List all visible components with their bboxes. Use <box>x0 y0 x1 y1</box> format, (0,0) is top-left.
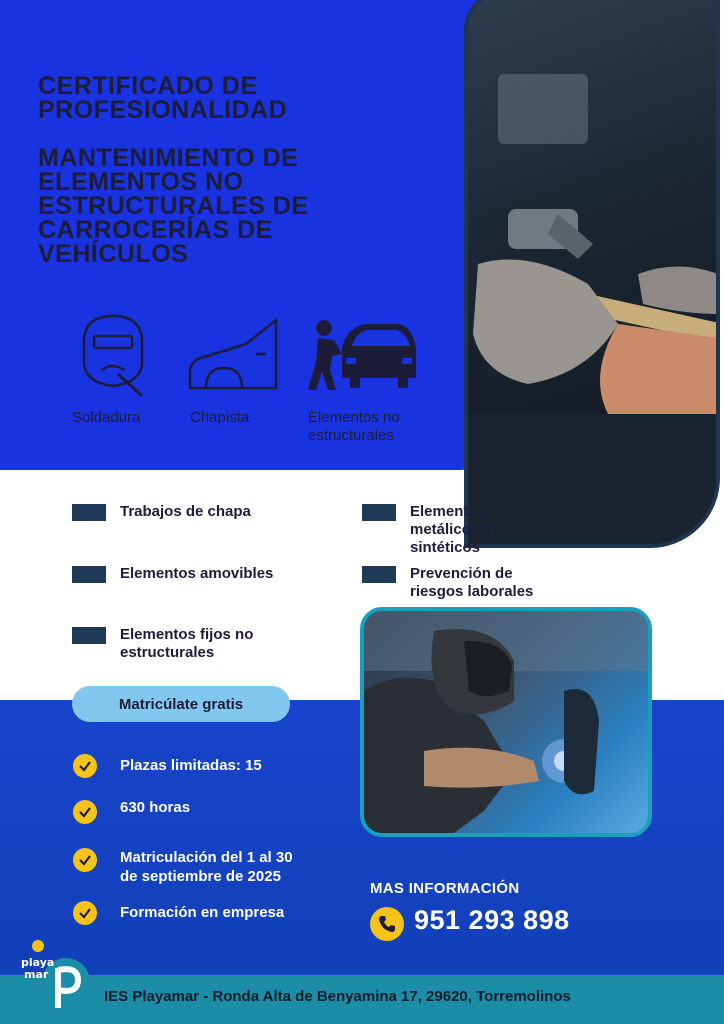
course-title-line: CARROCERÍAS DE <box>38 216 273 244</box>
welding-label: Soldadura <box>72 409 141 426</box>
phone-icon[interactable] <box>370 907 404 941</box>
enroll-item <box>120 756 262 775</box>
bullet-marker <box>72 566 106 583</box>
svg-text:mar: mar <box>24 968 49 981</box>
label-line: Elementos no <box>308 409 400 426</box>
check-icon <box>73 800 97 824</box>
feature-text: Elementos <box>410 503 486 520</box>
feature-item <box>410 565 533 601</box>
enroll-text: Plazas limitadas: 15 <box>120 757 262 774</box>
course-title-line: ELEMENTOS NO <box>38 168 244 196</box>
bullet-marker <box>72 627 106 644</box>
course-title-line: MANTENIMIENTO DE <box>38 144 299 172</box>
course-title <box>38 146 309 266</box>
enroll-text: Formación en empresa <box>120 904 285 921</box>
check-icon <box>73 901 97 925</box>
feature-text: riesgos laborales <box>410 583 534 600</box>
feature-text: Trabajos de chapa <box>120 503 251 520</box>
enroll-text: 630 horas <box>120 799 191 816</box>
label-line: estructurales <box>308 427 394 444</box>
welding-mask-icon <box>76 312 150 398</box>
bullet-marker <box>362 566 396 583</box>
certificate-title <box>38 74 287 122</box>
bodywork-photo <box>464 0 720 548</box>
title-line: PROFESIONALIDAD <box>38 96 288 124</box>
footer-address: IES Playamar - Ronda Alta de Benyamina 17, 29620, Torremolinos <box>104 988 571 1005</box>
feature-text: Prevención de <box>410 565 513 582</box>
enroll-item <box>120 903 284 922</box>
feature-item <box>410 503 492 557</box>
title-line: CERTIFICADO DE <box>38 72 258 100</box>
more-info-heading: MAS INFORMACIÓN <box>370 880 520 897</box>
feature-text: Elementos fijos no <box>120 626 254 643</box>
feature-text: Elementos amovibles <box>120 565 274 582</box>
bullet-marker <box>72 504 106 521</box>
feature-item <box>120 503 251 521</box>
enroll-free-button[interactable]: Matricúlate gratis <box>72 686 290 722</box>
feature-text: sintéticos <box>410 539 481 556</box>
feature-item <box>120 565 273 583</box>
car-body-panel-icon <box>186 318 278 392</box>
bodywork-label: Chapista <box>190 409 250 426</box>
check-icon <box>73 848 97 872</box>
welding-photo <box>360 607 652 837</box>
enroll-text: Matriculación del 1 al 30 <box>120 849 293 866</box>
course-title-line: VEHÍCULOS <box>38 240 189 268</box>
feature-text: estructurales <box>120 644 215 661</box>
feature-text: metálicos y <box>410 521 492 538</box>
course-title-line: ESTRUCTURALES DE <box>38 192 309 220</box>
enroll-item <box>120 798 190 817</box>
feature-item <box>120 626 253 662</box>
phone-number[interactable]: 951 293 898 <box>414 905 570 935</box>
playamar-logo <box>18 938 90 1010</box>
bullet-marker <box>362 504 396 521</box>
enroll-text: de septiembre de 2025 <box>120 868 281 885</box>
svg-text:playa: playa <box>21 956 55 969</box>
enroll-item <box>120 848 293 886</box>
person-pushing-car-icon <box>306 318 418 394</box>
non-structural-label <box>308 409 400 445</box>
check-icon <box>73 754 97 778</box>
